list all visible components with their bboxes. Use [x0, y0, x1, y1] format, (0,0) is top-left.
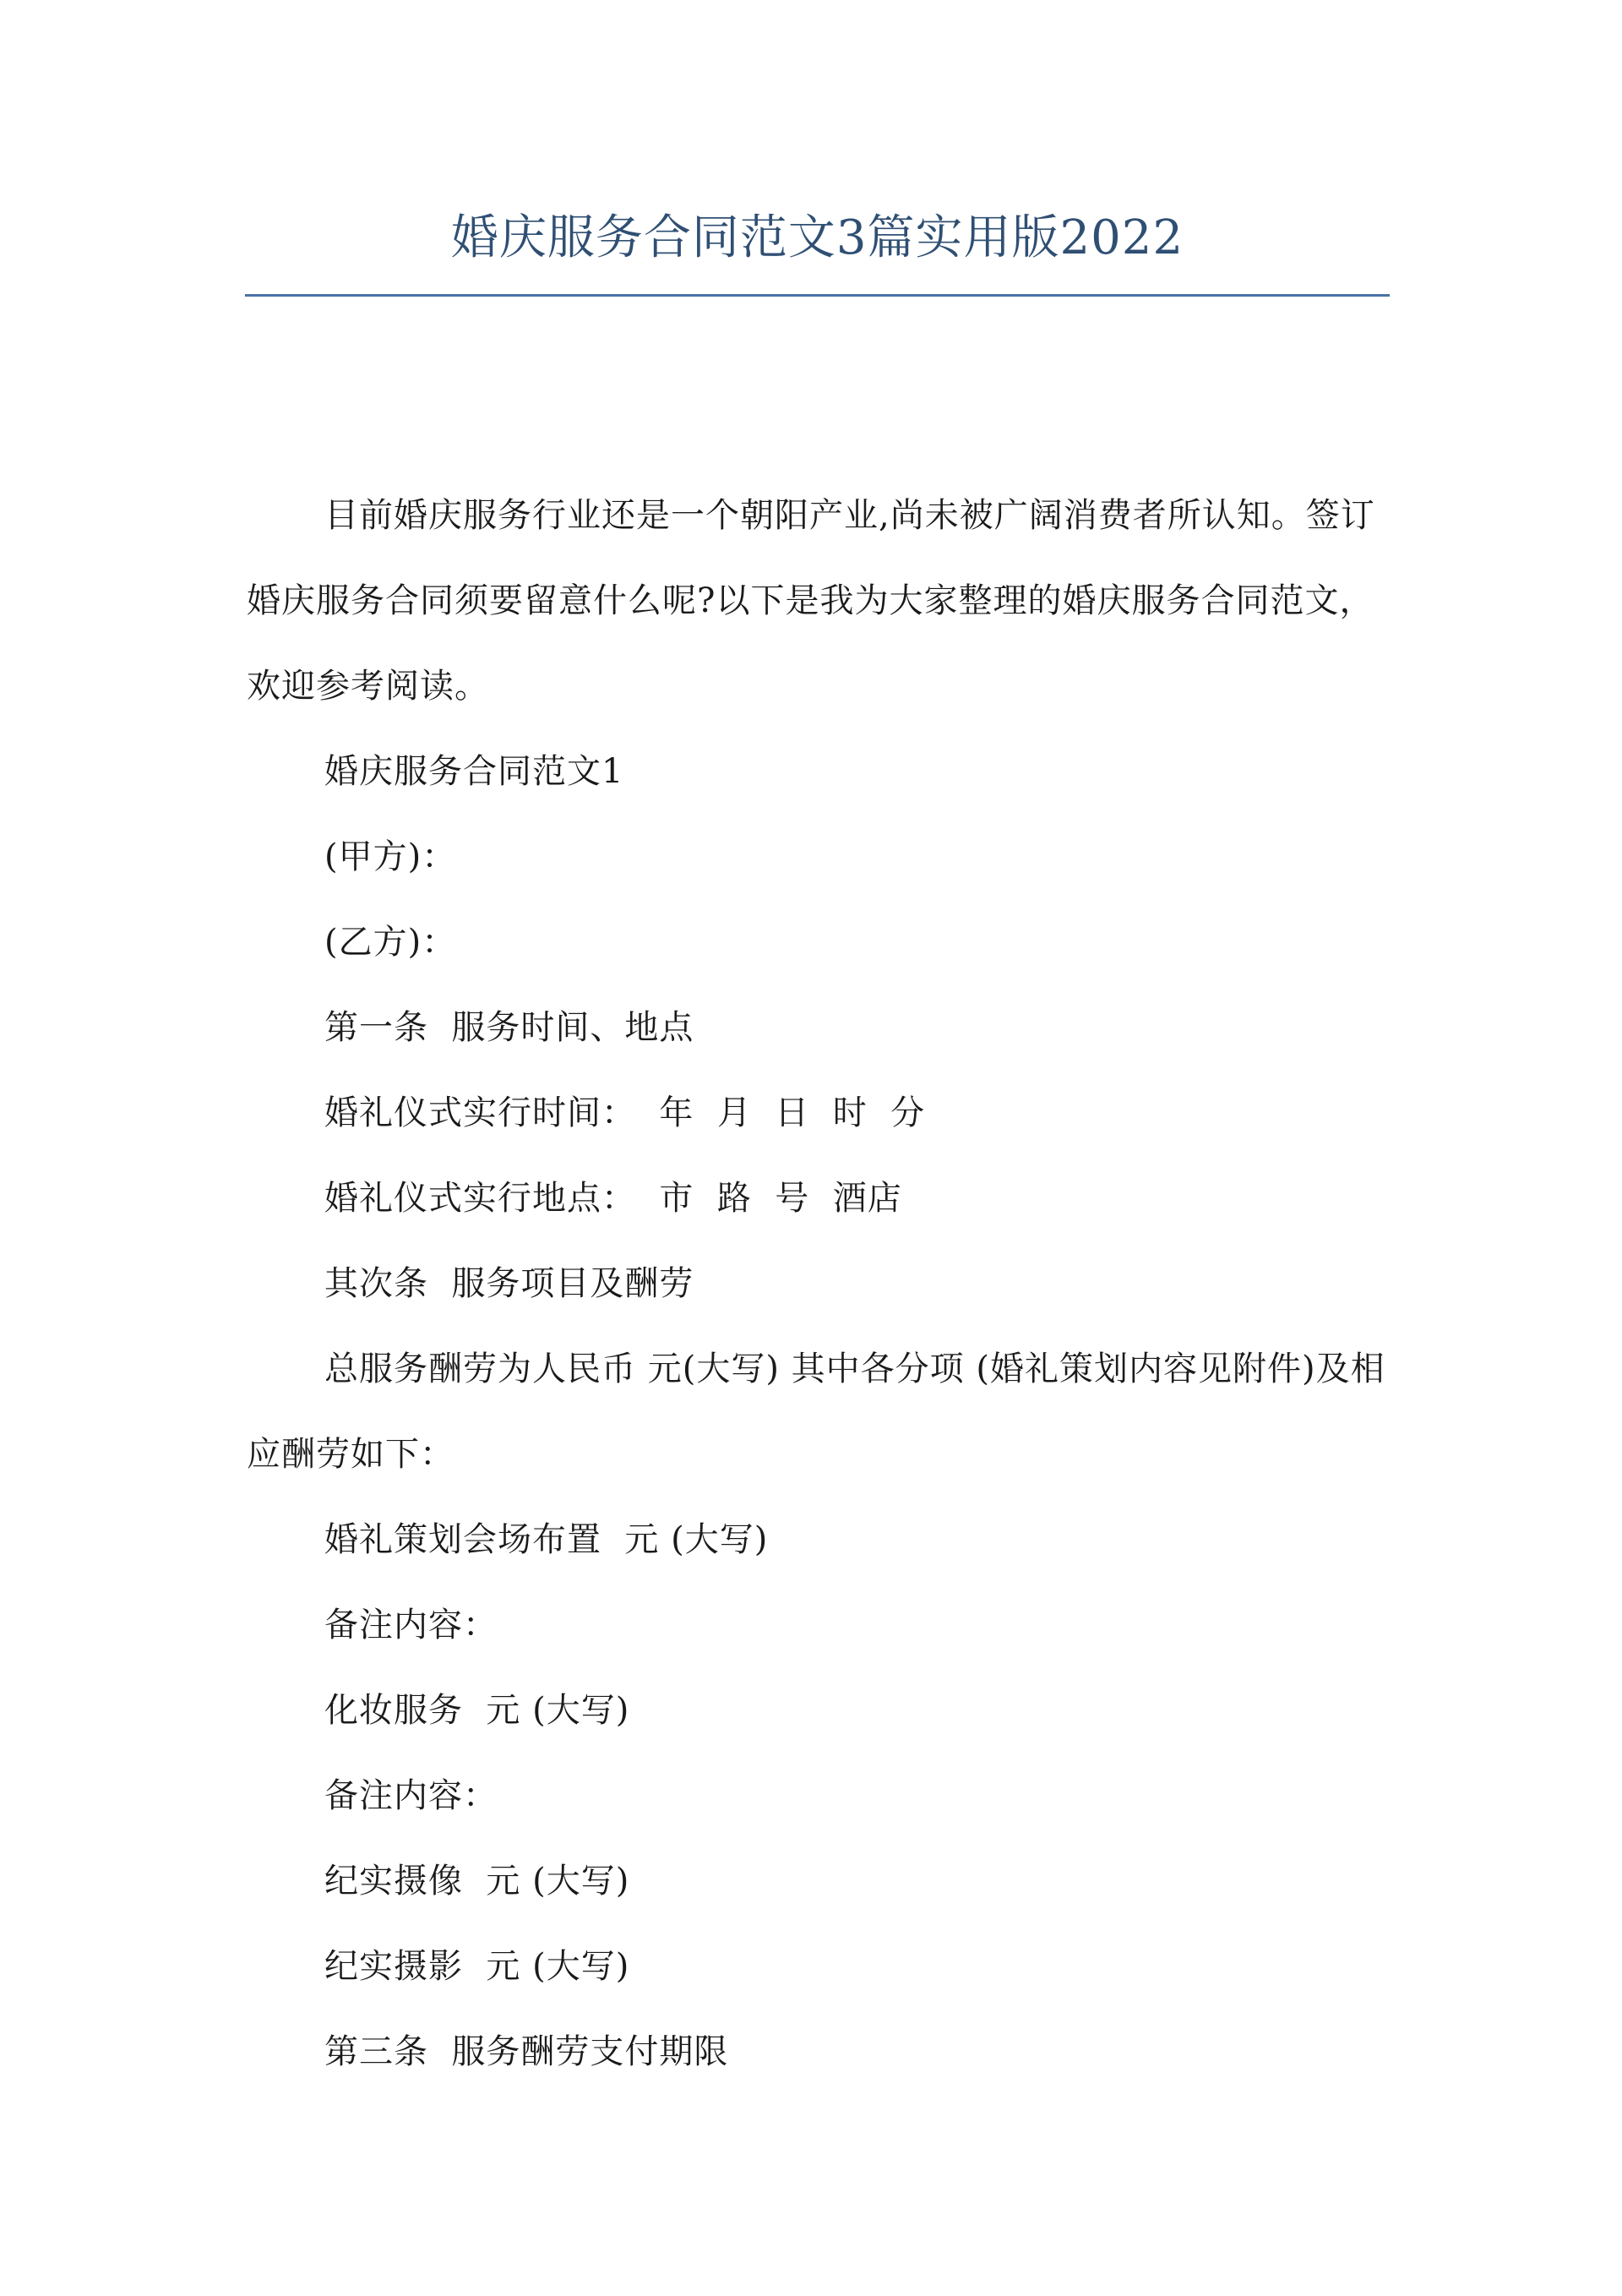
party-b-line: (乙方)：	[324, 923, 457, 962]
total-fee-paragraph: 总服务酬劳为人民币 元(大写) 其中各分项 (婚礼策划内容见附件)及相应酬劳如下：	[247, 1350, 1385, 1474]
article-1-heading: 第一条 服务时间、地点	[324, 1008, 694, 1047]
ceremony-location-line: 婚礼仪式实行地点： 市 路 号 酒店	[324, 1179, 902, 1218]
video-fee-line: 纪实摄像 元 (大写)	[324, 1862, 630, 1901]
party-a-line: (甲方)：	[324, 837, 457, 876]
title-underline	[245, 294, 1390, 297]
photo-fee-line: 纪实摄影 元 (大写)	[324, 1947, 630, 1986]
makeup-fee-line: 化妆服务 元 (大写)	[324, 1691, 630, 1730]
remarks-line-2: 备注内容：	[324, 1776, 498, 1815]
article-2-heading: 其次条 服务项目及酬劳	[324, 1264, 694, 1303]
article-3-heading: 第三条 服务酬劳支付期限	[324, 2032, 729, 2071]
ceremony-time-line: 婚礼仪式实行时间： 年 月 日 时 分	[324, 1093, 926, 1132]
document-title: 婚庆服务合同范文3篇实用版2022	[450, 210, 1184, 265]
section-heading-contract-1: 婚庆服务合同范文1	[324, 752, 624, 791]
document-body	[247, 473, 1396, 2095]
venue-decoration-fee-line: 婚礼策划会场布置 元 (大写)	[324, 1520, 769, 1559]
intro-paragraph: 目前婚庆服务行业还是一个朝阳产业,尚未被广阔消费者所认知。签订婚庆服务合同须要留意什么呢?以下是我为大家整理的婚庆服务合同范文，欢迎参考阅读。	[247, 496, 1375, 706]
remarks-line-1: 备注内容：	[324, 1606, 498, 1644]
